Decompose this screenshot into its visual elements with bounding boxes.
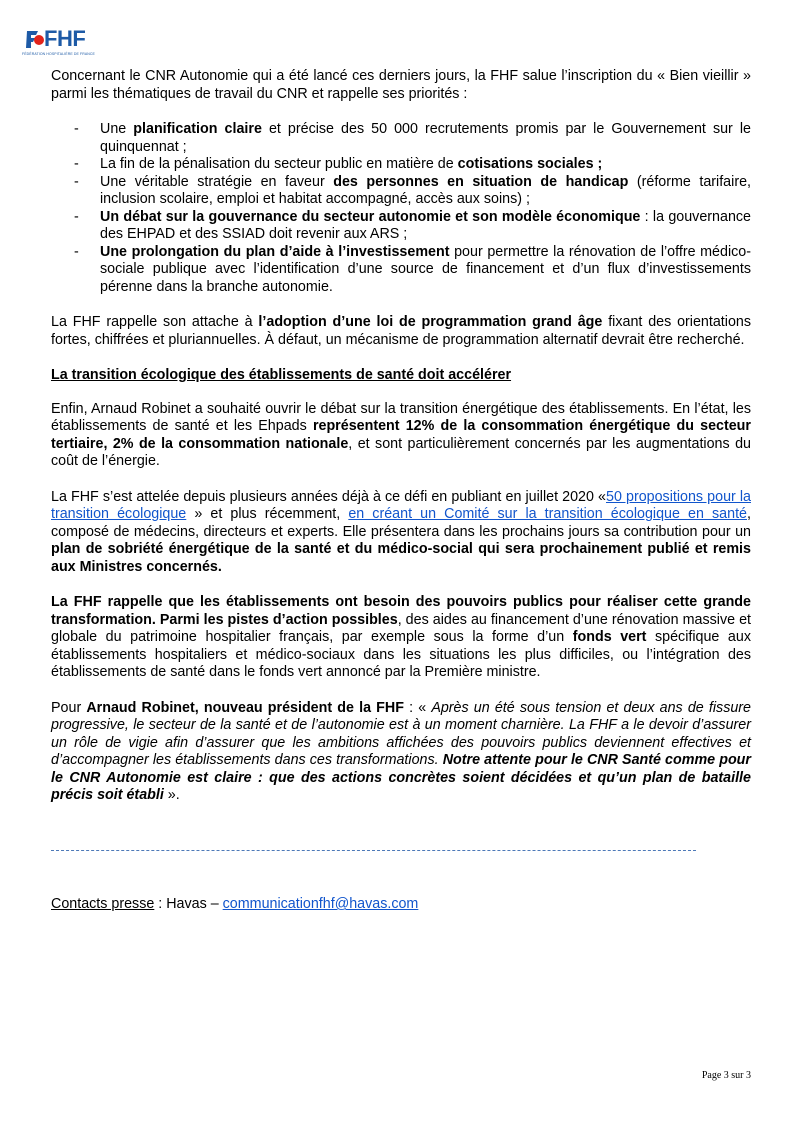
contacts-label: Contacts presse xyxy=(51,896,155,912)
document-body xyxy=(51,68,751,823)
comite-link[interactable]: en créant un Comité sur la transition écologique en santé xyxy=(348,506,747,522)
loi-paragraph: La FHF rappelle son attache à l’adoption d’une loi de programmation grand âge fixant des orientations fortes, chiffrées et pluriannuelles. À défaut, un mécanisme de programmation alternatif devrait être recherché. xyxy=(51,314,751,348)
fhf-logo-icon xyxy=(22,28,46,50)
fhf-paragraph: La FHF s’est attelée depuis plusieurs années déjà à ce défi en publiant en juillet 2020 «50 propositions pour la transition écologique » et plus récemment, en créant un Comité sur la transition écologique en santé, composé de médecins, directeurs et experts. Elle présentera dans les prochains jours sa contribution pour un plan de sobriété énergétique de la santé et du médico-social qui sera prochainement publié et remis aux Ministres concernés. xyxy=(51,488,751,575)
press-contacts: Contacts presse : Havas – communicationfhf@havas.com xyxy=(51,896,419,912)
list-item: - Un débat sur la gouvernance du secteur autonomie et son modèle économique : la gouvernance des EHPAD et des SSIAD doit revenir aux ARS ; xyxy=(51,209,751,244)
fhf-logo xyxy=(22,26,102,56)
priorities-list xyxy=(51,121,751,296)
list-item: - Une planification claire et précise des 50 000 recrutements promis par le Gouvernement sur le quinquennat ; xyxy=(51,121,751,156)
contact-email-link[interactable]: communicationfhf@havas.com xyxy=(222,896,419,912)
energie-paragraph: Enfin, Arnaud Robinet a souhaité ouvrir le débat sur la transition énergétique des établissements. En l’état, les établissements de santé et les Ehpads représentent 12% de la consommation énergétique du secteur tertiaire, 2% de la consommation nationale, et sont particulièrement concernés par les augmentations du coût de l’énergie. xyxy=(51,400,751,469)
logo-subtitle: FÉDÉRATION HOSPITALIÈRE DE FRANCE xyxy=(22,52,95,56)
intro-paragraph: Concernant le CNR Autonomie qui a été lancé ces derniers jours, la FHF salue l’inscription du « Bien vieillir » parmi les thématiques de travail du CNR et rappelle ses priorités : xyxy=(51,68,751,102)
section-title: La transition écologique des établissements de santé doit accélérer xyxy=(51,367,512,383)
list-item: - Une véritable stratégie en faveur des personnes en situation de handicap (réforme tarifaire, inclusion scolaire, emploi et habitat accompagné, accès aux soins) ; xyxy=(51,174,751,209)
logo-text: FHF xyxy=(44,26,86,51)
pouvoirs-paragraph: La FHF rappelle que les établissements ont besoin des pouvoirs publics pour réaliser cette grande transformation. Parmi les pistes d’action possibles, des aides au financement d’une rénovation massive et globale du patrimoine hospitalier français, par exemple sous la forme d’un fonds vert spécifique aux établissements hospitaliers et médico-sociaux dans les situations les plus difficiles, ou l’intégration des établissements de santé dans le fonds vert annoncé par la Première ministre. xyxy=(51,594,752,680)
quote-paragraph: Pour Arnaud Robinet, nouveau président de la FHF : « Après un été sous tension et deux ans de fissure progressive, le secteur de la santé et de l’autonomie est à un moment charnière. La FHF a le devoir d’assurer un rôle de vigie afin d’assurer que les ambitions affichées des pouvoirs publics deviennent effectives et d’accompagner les établissements dans ces transformations. Notre attente pour le CNR Santé comme pour le CNR Autonomie est claire : que des actions concrètes soient décidées et qu’un plan de bataille précis soit établi ». xyxy=(51,699,752,803)
dashed-separator xyxy=(51,850,696,851)
propositions-link[interactable]: 50 propositions pour la transition écologique xyxy=(51,488,751,522)
page-number: Page 3 sur 3 xyxy=(701,1070,751,1081)
list-item: - La fin de la pénalisation du secteur public en matière de cotisations sociales ; xyxy=(51,156,751,174)
list-item: - Une prolongation du plan d’aide à l’investissement pour permettre la rénovation de l’offre médico-sociale publique avec l’identification d’une source de financement et d’un flux d’investissements pérenne dans la branche autonomie. xyxy=(51,244,751,297)
